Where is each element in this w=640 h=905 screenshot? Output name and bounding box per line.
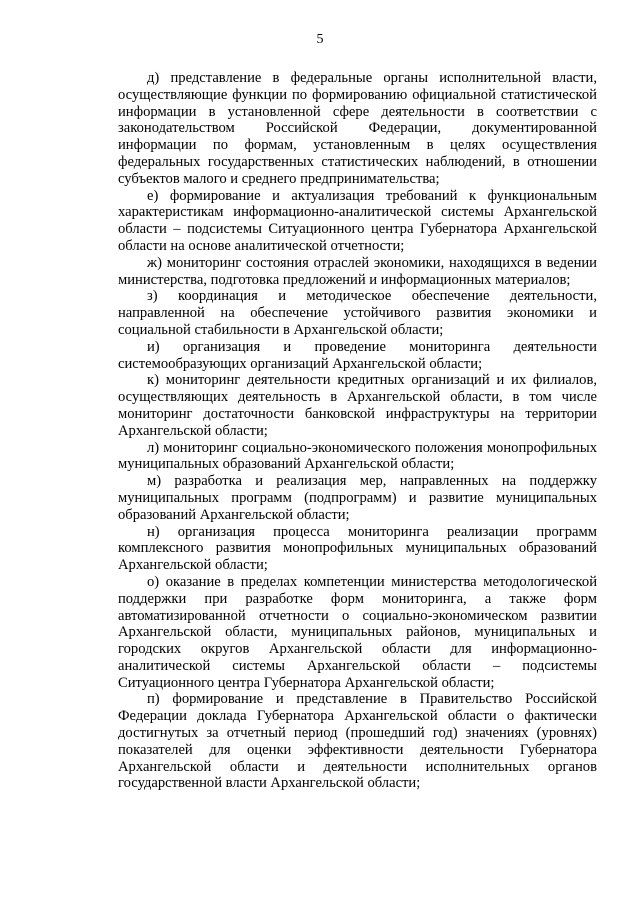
page-number: 5 xyxy=(316,32,324,47)
paragraph-zh: ж) мониторинг состояния отраслей экономики, находящихся в ведении министерства, подготовка предложений и информационных материалов; xyxy=(118,254,597,288)
paragraph-e: е) формирование и актуализация требований к функциональным характеристикам информационно-аналитической системы Архангельской области – подсистемы Ситуационного центра Губернатора Архангельской области на основе аналитической отчетности; xyxy=(118,187,597,254)
document-body xyxy=(118,70,597,792)
paragraph-k: к) мониторинг деятельности кредитных организаций и их филиалов, осуществляющих деятельность в Архангельской области, в том числе мониторинг достаточности банковской инфраструктуры на территории Архангельской области; xyxy=(118,372,597,439)
paragraph-i: и) организация и проведение мониторинга деятельности системообразующих организаций Архангельской области; xyxy=(118,338,597,372)
paragraph-z: з) координация и методическое обеспечение деятельности, направленной на обеспечение устойчивого развития экономики и социальной стабильности в Архангельской области; xyxy=(118,288,597,338)
paragraph-p: п) формирование и представление в Правительство Российской Федерации доклада Губернатора Архангельской области о фактически достигнутых за отчетный период (прошедший год) значениях (уровнях) показателей для оценки эффективности деятельности Губернатора Архангельской области и деятельности исполнительных органов государственной власти Архангельской области; xyxy=(118,691,597,792)
paragraph-o: о) оказание в пределах компетенции министерства методологической поддержки при разработке форм мониторинга, а также форм автоматизированной отчетности о социально-экономическом развитии Архангельской области, муниципальных районов, муниципальных и городских округов Архангельской области для информационно-аналитической системы Архангельской области – подсистемы Ситуационного центра Губернатора Архангельской области; xyxy=(118,573,597,691)
paragraph-n: н) организация процесса мониторинга реализации программ комплексного развития монопрофильных муниципальных образований Архангельской области; xyxy=(118,523,597,574)
paragraph-m: м) разработка и реализация мер, направленных на поддержку муниципальных программ (подпрограмм) и развитие муниципальных образований Архангельской области; xyxy=(118,473,597,523)
paragraph-l: л) мониторинг социально-экономического положения монопрофильных муниципальных образований Архангельской области; xyxy=(118,439,597,473)
paragraph-d: д) представление в федеральные органы исполнительной власти, осуществляющие функции по формированию официальной статистической информации в установленной сфере деятельности в соответствии с законодательством Российской Федерации, документированной информации по формам, установленным в целях осуществления федеральных государственных статистических наблюдений, в отношении субъектов малого и среднего предпринимательства; xyxy=(118,70,597,187)
